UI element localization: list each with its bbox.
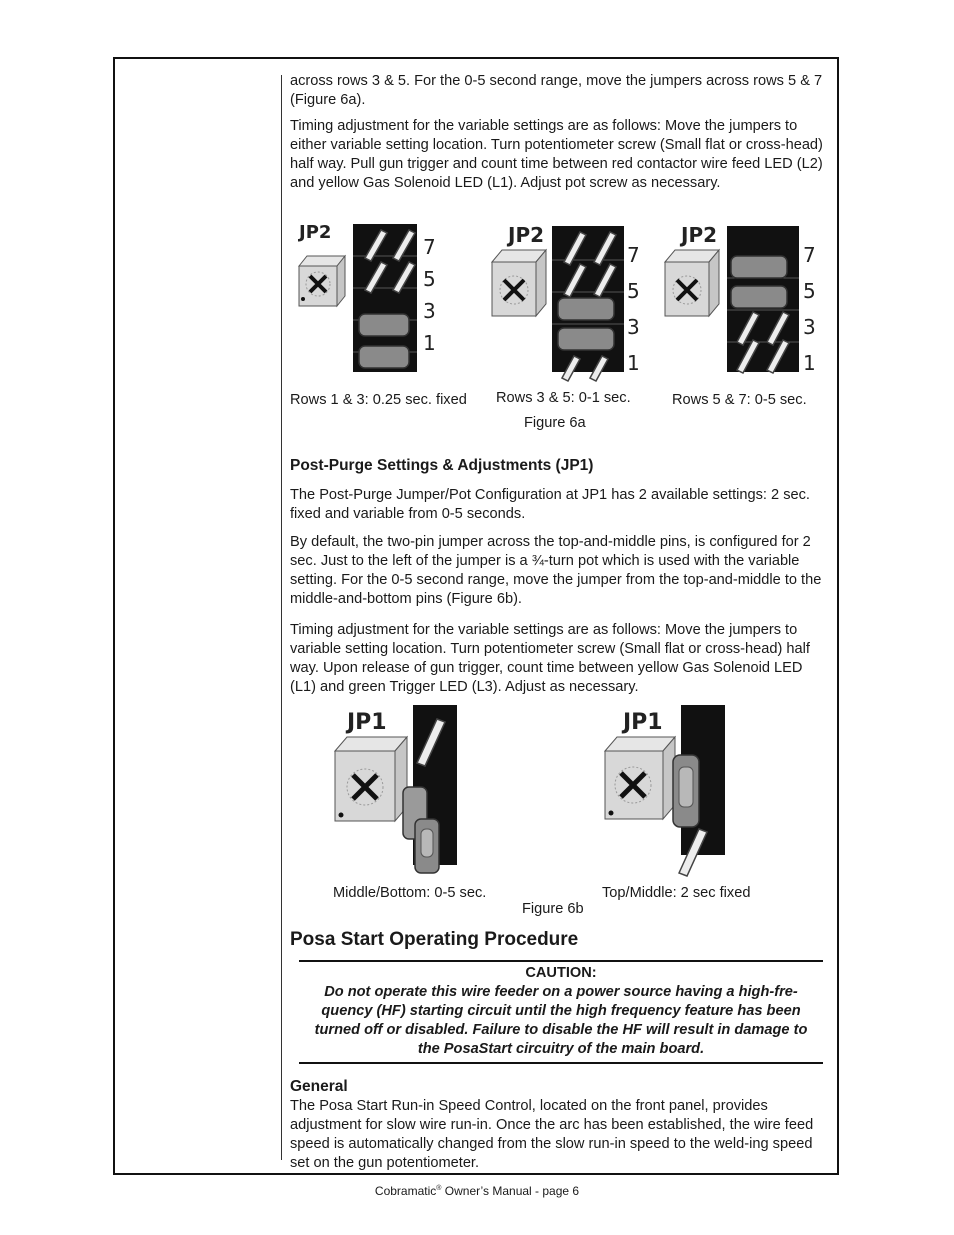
row-label-3: 3 <box>627 315 640 339</box>
general-heading-wrap <box>290 1078 826 1096</box>
intro-text <box>290 72 826 110</box>
paragraph: Timing adjustment for the variable settings are as follows: Move the jumpers to variable setting location. Turn potentiometer screw (Small flat or cross-head) half way. Upon release of gun trigger, count time between yellow Gas Solenoid LED (L1) and green Trigger LED (L3). Adjust as necessary. <box>290 622 810 695</box>
row-label-5: 5 <box>423 267 436 291</box>
row-label-1: 1 <box>627 351 640 375</box>
footer-brand: Cobramatic <box>374 1184 437 1198</box>
jp2-diagram-rows-3-5 <box>490 218 645 386</box>
row-label-7: 7 <box>423 235 436 259</box>
paragraph: By default, the two-pin jumper across the top-and-middle pins, is configured for 2 sec. Just to the left of the jumper is a ¾-turn pot which is used with the variable setting. For the 0-5 second range, move the jumper from the top-and-middle to the middle-and-bottom pins (Figure 6b). <box>290 534 822 607</box>
caution-title: CAUTION: <box>525 965 597 981</box>
post-purge-text-3 <box>290 621 826 697</box>
row-label-5: 5 <box>803 279 816 303</box>
row-label-1: 1 <box>423 331 436 355</box>
post-purge-text-1 <box>290 486 826 524</box>
row-label-7: 7 <box>627 243 640 267</box>
caution-text: Do not operate this wire feeder on a power source having a high-fre-quency (HF) starting circuit until the high frequency feature has been turned off or disabled. Failure to disable the HF will result in damage to the PosaStart circuitry of the main board. <box>314 984 808 1057</box>
jp1-label: JP1 <box>623 710 663 735</box>
jp2-label: JP2 <box>299 222 332 243</box>
registered-mark: ® <box>436 1185 442 1192</box>
figure-caption: Rows 1 & 3: 0.25 sec. fixed <box>290 392 467 408</box>
paragraph: The Posa Start Run-in Speed Control, located on the front panel, provides adjustment for slow wire run-in. Once the arc has been established, the wire feed speed is automatically changed from the slow run-in speed to the weld-ing speed set on the gun potentiometer. <box>290 1098 814 1171</box>
jp2-label: JP2 <box>508 223 545 247</box>
section-heading: Posa Start Operating Procedure <box>290 929 579 950</box>
paragraph: The Post-Purge Jumper/Pot Configuration at JP1 has 2 available settings: 2 sec. fixed and variable from 0-5 seconds. <box>290 487 810 522</box>
subsection-heading: General <box>290 1078 348 1095</box>
post-purge-text-2 <box>290 533 826 609</box>
figure-caption: Middle/Bottom: 0-5 sec. <box>333 885 487 901</box>
row-label-3: 3 <box>423 299 436 323</box>
jp2-diagram-rows-5-7 <box>663 218 823 386</box>
jp2-label: JP2 <box>681 223 718 247</box>
posa-heading-wrap <box>290 929 826 951</box>
figure-title: Figure 6b <box>522 901 584 917</box>
general-text <box>290 1097 826 1173</box>
figure-caption: Rows 5 & 7: 0-5 sec. <box>672 392 807 408</box>
figure-caption: Top/Middle: 2 sec fixed <box>602 885 751 901</box>
figure-title: Figure 6a <box>524 415 586 431</box>
row-label-3: 3 <box>803 315 816 339</box>
jp1-diagram-middle-bottom <box>333 703 483 881</box>
margin-rule <box>281 75 282 1160</box>
footer-text: Owner’s Manual - page 6 <box>441 1184 580 1198</box>
jp1-label: JP1 <box>347 710 387 735</box>
paragraph: across rows 3 & 5. For the 0-5 second range, move the jumpers across rows 5 & 7 (Figure 6a). <box>290 73 823 108</box>
paragraph: Timing adjustment for the variable settings are as follows: Move the jumpers to either variable setting location. Turn potentiometer screw (Small flat or cross-head) half way. Pull gun trigger and count time between red contactor wire feed LED (L2) and yellow Gas Solenoid LED (L1). Adjust pot screw as necessary. <box>290 118 823 191</box>
timing-text <box>290 117 826 193</box>
post-purge-heading-wrap <box>290 457 826 475</box>
figure-caption: Rows 3 & 5: 0-1 sec. <box>496 390 631 406</box>
row-label-5: 5 <box>627 279 640 303</box>
jp1-diagram-top-middle <box>603 703 733 879</box>
row-label-1: 1 <box>803 351 816 375</box>
page-footer <box>0 1184 954 1198</box>
row-label-7: 7 <box>803 243 816 267</box>
section-heading: Post-Purge Settings & Adjustments (JP1) <box>290 457 594 474</box>
caution-box <box>299 960 823 1064</box>
jp2-diagram-rows-1-3 <box>295 218 455 378</box>
